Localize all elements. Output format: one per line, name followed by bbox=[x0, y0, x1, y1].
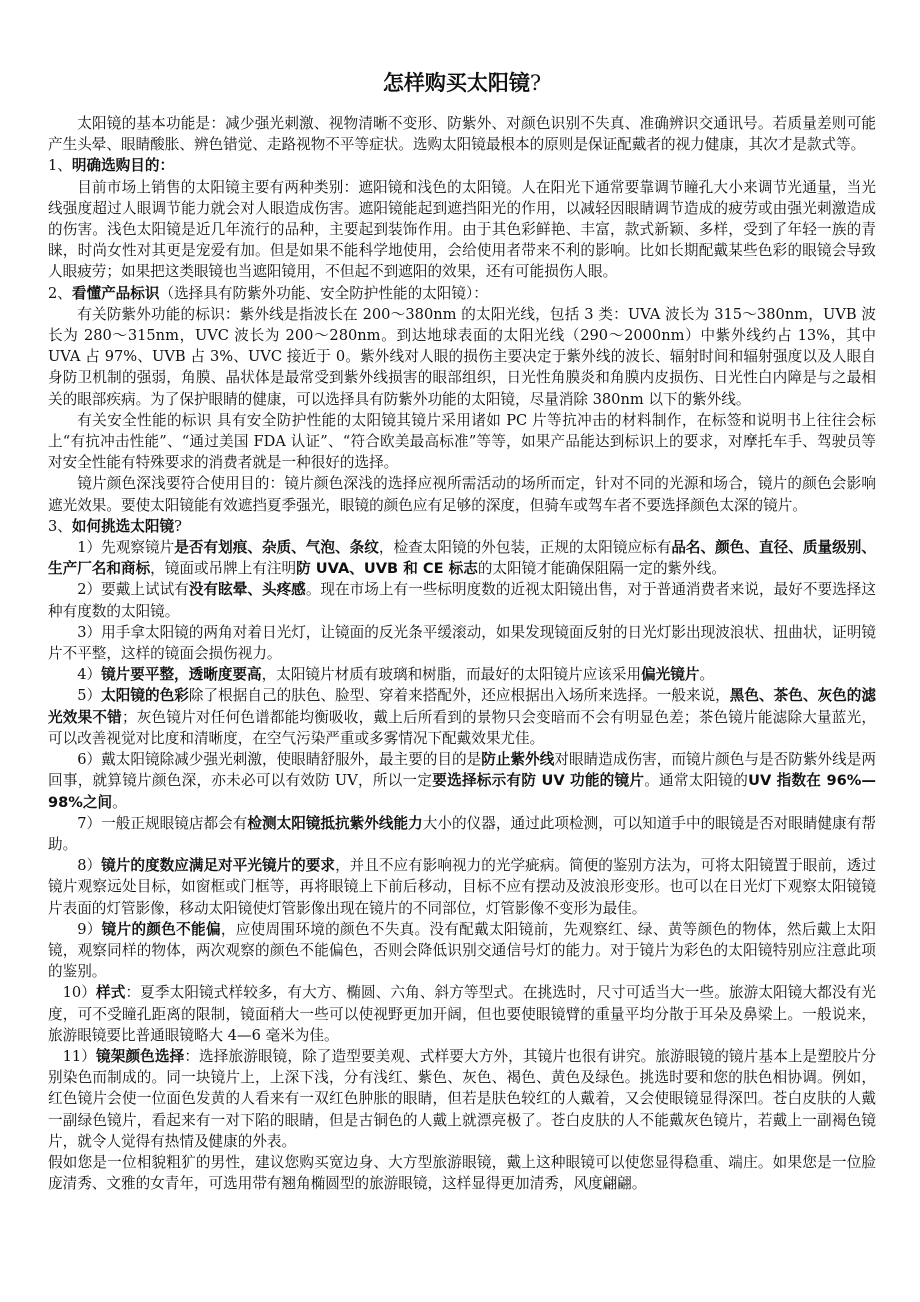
tip-4 bbox=[48, 664, 876, 685]
tip-text: 11） bbox=[62, 1047, 97, 1065]
tip-text: 。通常太阳镜的 bbox=[644, 772, 749, 790]
tip-5 bbox=[48, 685, 876, 749]
tip-text: 。 bbox=[699, 666, 715, 684]
tip-text: 5） bbox=[77, 687, 102, 705]
tip-text: ，镜面或吊牌上有注明 bbox=[150, 560, 297, 578]
tip-6 bbox=[48, 749, 876, 813]
tip-text: 对眼睛造成伤害，而镜片颜色与是否防紫外线是两回事，就算镜片颜色深，亦未必可以有效防 UV，所以一定 bbox=[48, 751, 876, 790]
tip-emphasis: UV 指数在 96%—98%之间 bbox=[48, 772, 876, 811]
tip-text: 。现在市场上有一些标明度数的近视太阳镜出售，对于普通消费者来说，最好不要选择这种有度数的太阳镜。 bbox=[48, 581, 876, 620]
tip-emphasis: 样式 bbox=[96, 984, 126, 1002]
tip-emphasis: 黑色、茶色、灰色的滤光效果不错 bbox=[48, 687, 876, 726]
section-number: 2、 bbox=[48, 284, 72, 302]
tip-1 bbox=[48, 537, 876, 579]
tip-text: 除了根据自己的肤色、脸型、穿着来搭配外，还应根据出入场所来选择。一般来说， bbox=[188, 687, 730, 705]
uv-label-paragraph: 有关防紫外功能的标识：紫外线是指波长在 200～380nm 的太阳光线，包括 3 类：UVA 波长为 315～380nm，UVB 波长为 280～315nm，UVC 波长为 200～280nm。到达地球表面的太阳光线（290～2000nm）中紫外线约占 13%，其中 UVA 占 97%、UVB 占 3%、UVC 接近于 0。紫外线对人眼的损伤主要决定于紫外线的波长、辐射时间和辐射强度以及人眼自身防卫机制的强弱，角膜、晶状体是最常受到紫外线损害的眼部组织，日光性角膜炎和角膜内皮损伤、日光性白内障是与之最相关的眼部疾病。为了保护眼睛的健康，可以选择具有防紫外功能的太阳镜，尽量消除 380nm 以下的紫外线。 bbox=[48, 305, 876, 408]
tip-text: 10） bbox=[62, 984, 97, 1002]
section-1-heading bbox=[48, 155, 876, 176]
tip-text: 的太阳镜才能确保阻隔一定的紫外线。 bbox=[477, 560, 726, 578]
section-title-mark: ? bbox=[174, 517, 182, 535]
tip-text: ；灰色镜片对任何色谱都能均衡吸收，戴上后所看到的景物只会变暗而不会有明显色差；茶色镜片能滤除大量蓝光，可以改善视觉对比度和清晰度，在空气污染严重或多雾情况下配戴效果尤佳。 bbox=[48, 708, 876, 747]
tip-emphasis: 要选择标示有防 UV 功能的镜片 bbox=[432, 772, 645, 790]
tip-emphasis: 是否有划痕、杂质、气泡、条纹 bbox=[174, 539, 379, 557]
tip-text: ，检查太阳镜的外包装，正规的太阳镜应标有 bbox=[378, 539, 672, 557]
section-2-heading bbox=[48, 283, 876, 304]
tip-8 bbox=[48, 855, 876, 919]
section-note: （选择具有防紫外功能、安全防护性能的太阳镜）： bbox=[159, 284, 488, 302]
tip-11 bbox=[48, 1046, 876, 1152]
section-title: 如何挑选太阳镜 bbox=[71, 517, 175, 535]
tip-text: 6）戴太阳镜除减少强光刺激，使眼睛舒服外，最主要的目的是 bbox=[77, 751, 482, 769]
tip-text: 9） bbox=[77, 920, 102, 938]
tip-text: ，并且不应有影响视力的光学疵病。简便的鉴别方法为，可将太阳镜置于眼前，透过镜片观察远处目标，如窗框或门框等，再将眼镜上下前后移动，目标不应有摆动及波浪形变形。也可以在日光灯下观察太阳镜镜片表面的灯管影像，移动太阳镜使灯管影像出现在镜片的不同部位，灯管影像不变形为最佳。 bbox=[48, 857, 876, 917]
tip-text: 大小的仪器，通过此项检测，可以知道手中的眼镜是否对眼睛健康有帮助。 bbox=[48, 814, 876, 853]
lens-color-paragraph: 镜片颜色深浅要符合使用目的：镜片颜色深浅的选择应视所需活动的场所而定，针对不同的光源和场合，镜片的颜色会影响遮光效果。要使太阳镜能有效遮挡夏季强光，眼镜的颜色应有足够的深度，但骑车或驾车者不要选择颜色太深的镜片。 bbox=[48, 475, 876, 514]
tip-emphasis: 品名、颜色、直径、质量级别、生产厂名和商标 bbox=[48, 539, 876, 578]
tip-text: 2）要戴上试试有 bbox=[77, 581, 189, 599]
page-title bbox=[48, 68, 876, 98]
tip-text: 。 bbox=[112, 793, 127, 811]
tip-text: 1）先观察镜片 bbox=[77, 539, 175, 557]
tip-text: 7）一般正规眼镜店都会有 bbox=[77, 814, 248, 832]
tip-text: 4） bbox=[77, 666, 102, 684]
tip-7 bbox=[48, 813, 876, 855]
title-text: 怎样购买太阳镜 bbox=[382, 71, 530, 95]
tip-text: ：夏季太阳镜式样较多，有大方、椭圆、六角、斜方等型式。在挑选时，尺寸可适当大一些。旅游太阳镜大都没有光度，可不受瞳孔距离的限制，镜面稍大一些可以使视野更加开阔，但也要使眼镜臂的重量平均分散于耳朵及鼻梁上。一般说来，旅游眼镜要比普通眼镜略大 4—6 毫米为佳。 bbox=[48, 984, 876, 1044]
tip-text: ，太阳镜片材质有玻璃和树脂，而最好的太阳镜片应该采用 bbox=[261, 666, 642, 684]
tip-3: 3）用手拿太阳镜的两角对着日光灯，让镜面的反光条平缓滚动，如果发现镜面反射的日光灯影出现波浪状、扭曲状，证明镜片不平整，这样的镜面会损伤视力。 bbox=[48, 623, 876, 663]
tip-emphasis: 检测太阳镜抵抗紫外线能力 bbox=[247, 814, 423, 832]
safety-label-paragraph: 有关安全性能的标识 具有安全防护性能的太阳镜其镜片采用诸如 PC 片等抗冲击的材料制作，在标签和说明书上往往会标上“有抗冲击性能”、“通过美国 FDA 认证”、“符合欧美最高标准”等等，如果产品能达到标识上的要求，对摩托车手、驾驶员等对安全性能有特殊要求的消费者就是一种很好的选择。 bbox=[48, 411, 876, 472]
tip-emphasis: 没有眩晕、头疼感 bbox=[188, 581, 306, 599]
tip-text: ：选择旅游眼镜，除了造型要美观、式样要大方外，其镜片也很有讲究。旅游眼镜的镜片基本上是塑胶片分别染色而制成的。同一块镜片上，上深下浅，分有浅红、紫色、灰色、褐色、黄色及绿色。挑选时要和您的肤色相协调。例如，红色镜片会使一位面色发黄的人看来有一双红色肿胀的眼睛，但若是肤色较红的人戴着，又会使眼镜显得深凹。苍白皮肤的人戴一副绿色镜片，看起来有一对下陷的眼睛，但是古铜色的人戴上就漂亮极了。苍白皮肤的人不能戴灰色镜片，若戴上一副褐色镜片，就令人觉得有热情及健康的外表。 bbox=[48, 1047, 876, 1150]
tip-emphasis: 偏光镜片 bbox=[641, 666, 700, 684]
tip-emphasis: 镜片的颜色不能偏 bbox=[101, 920, 221, 938]
tip-emphasis: 镜架颜色选择 bbox=[96, 1047, 185, 1065]
tip-emphasis: 太阳镜的色彩 bbox=[101, 687, 189, 705]
tip-emphasis: 镜片的度数应满足对平光镜片的要求 bbox=[101, 857, 336, 875]
tip-emphasis: 防止紫外线 bbox=[481, 751, 555, 769]
tip-emphasis: 镜片要平整，透晰度要高 bbox=[101, 666, 262, 684]
section-1-body: 目前市场上销售的太阳镜主要有两种类别：遮阳镜和浅色的太阳镜。人在阳光下通常要靠调节瞳孔大小来调节光通量，当光线强度超过人眼调节能力就会对人眼造成伤害。遮阳镜能起到遮挡阳光的作用，以减轻因眼睛调节造成的疲劳或由强光刺激造成的伤害。浅色太阳镜是近几年流行的品种，主要起到装饰作用。由于其色彩鲜艳、丰富，款式新颖、多样，受到了年轻一族的青睐，时尚女性对其更是宠爱有加。但是如果不能科学地使用，会给使用者带来不利的影响。比如长期配戴某些色彩的眼镜会导致人眼疲劳；如果把这类眼镜也当遮阳镜用，不但起不到遮阳的效果，还有可能损伤人眼。 bbox=[48, 178, 876, 281]
tip-text: 8） bbox=[77, 857, 102, 875]
intro-paragraph: 太阳镜的基本功能是：减少强光刺激、视物清晰不变形、防紫外、对颜色识别不失真、准确辨识交通讯号。若质量差则可能产生头晕、眼睛酸胀、辨色错觉、走路视物不平等症状。选购太阳镜最根本的原则是保证配戴者的视力健康，其次才是款式等。 bbox=[48, 115, 876, 154]
tip-10 bbox=[48, 982, 876, 1046]
tip-text: ，应使周围环境的颜色不失真。没有配戴太阳镜前，先观察红、绿、黄等颜色的物体，然后戴上太阳镜，观察同样的物体，两次观察的颜色不能偏色，否则会降低识别交通信号灯的能力。对于镜片为彩色的太阳镜特别应注意此项的鉴别。 bbox=[48, 920, 876, 981]
section-number: 1、 bbox=[48, 157, 72, 175]
tip-emphasis: 防 UVA、UVB 和 CE 标志 bbox=[296, 560, 478, 578]
closing-paragraph: 假如您是一位相貌粗犷的男性，建议您购买宽边身、大方型旅游眼镜，戴上这种眼镜可以使您显得稳重、端庄。如果您是一位脸庞清秀、文雅的女青年，可选用带有翘角椭圆型的旅游眼镜，这样显得更加清秀，风度翩翩。 bbox=[48, 1153, 876, 1193]
section-title: 明确选购目的： bbox=[71, 157, 175, 175]
tip-2 bbox=[48, 579, 876, 621]
section-title: 看懂产品标识 bbox=[71, 284, 160, 302]
title-question-mark: ? bbox=[529, 71, 542, 95]
tip-9 bbox=[48, 919, 876, 983]
section-number: 3、 bbox=[48, 517, 72, 535]
section-3-heading bbox=[48, 516, 876, 537]
